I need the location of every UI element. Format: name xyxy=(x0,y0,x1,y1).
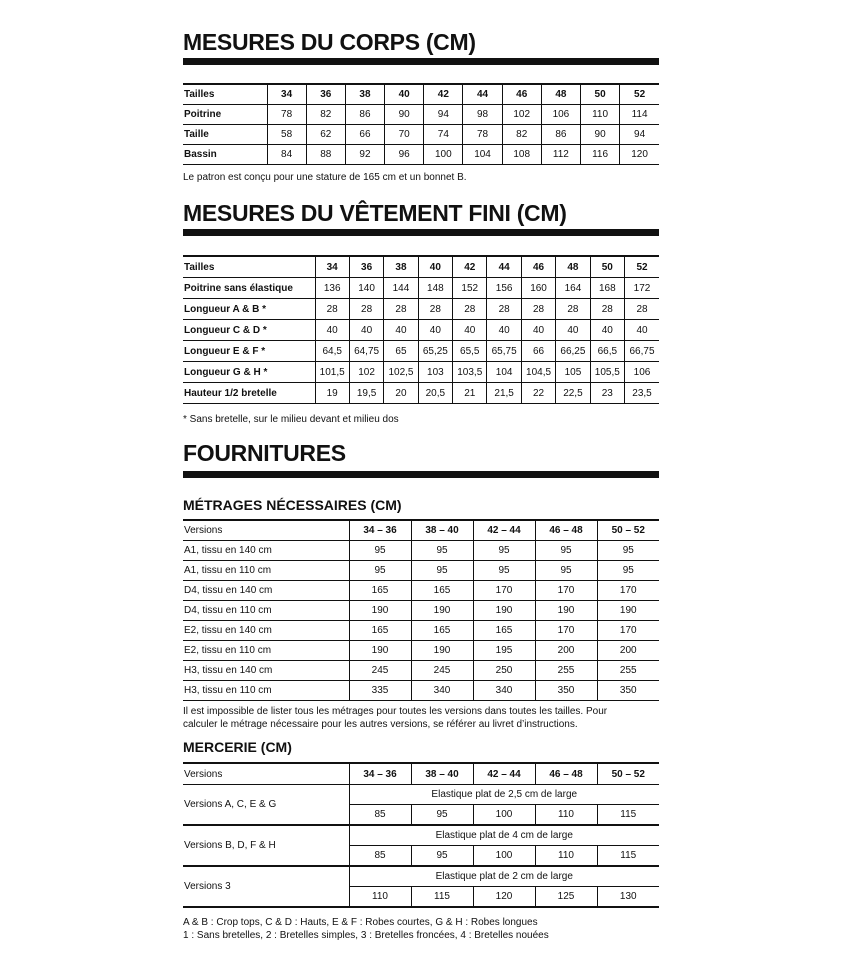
value-cell: 28 xyxy=(315,299,349,320)
header-label-cell: Versions xyxy=(183,520,349,541)
value-cell: 40 xyxy=(625,320,659,341)
value-cell: 200 xyxy=(535,641,597,661)
value-cell: 84 xyxy=(267,145,306,165)
yardage-note-line: calculer le métrage nécessaire pour les autres versions, se référer au livret d’instructions. xyxy=(183,719,578,730)
finished-measurements-title: MESURES DU VÊTEMENT FINI (CM) xyxy=(183,200,567,226)
value-cell: 65 xyxy=(384,341,418,362)
value-cell: 190 xyxy=(535,601,597,621)
value-cell: 125 xyxy=(535,887,597,908)
value-cell: 86 xyxy=(541,125,580,145)
header-size-cell: 36 xyxy=(349,256,383,278)
value-cell: 340 xyxy=(411,681,473,701)
header-size-cell: 42 – 44 xyxy=(473,520,535,541)
value-cell: 140 xyxy=(349,278,383,299)
header-size-cell: 44 xyxy=(463,84,502,105)
table-header-row xyxy=(183,763,659,785)
value-cell: 255 xyxy=(535,661,597,681)
row-label-cell: E2, tissu en 110 cm xyxy=(183,641,349,661)
header-size-cell: 50 – 52 xyxy=(597,520,659,541)
yardage-tbody xyxy=(183,520,659,701)
header-size-cell: 34 xyxy=(267,84,306,105)
table-row xyxy=(183,681,659,701)
value-cell: 22,5 xyxy=(556,383,590,404)
notion-version-label: Versions 3 xyxy=(183,866,349,907)
value-cell: 85 xyxy=(349,846,411,867)
value-cell: 105,5 xyxy=(590,362,624,383)
value-cell: 190 xyxy=(349,641,411,661)
notion-item-row xyxy=(183,866,659,887)
value-cell: 90 xyxy=(385,105,424,125)
table-row xyxy=(183,125,659,145)
value-cell: 190 xyxy=(411,601,473,621)
table-row xyxy=(183,341,659,362)
value-cell: 78 xyxy=(267,105,306,125)
value-cell: 28 xyxy=(487,299,521,320)
value-cell: 95 xyxy=(411,846,473,867)
value-cell: 170 xyxy=(535,581,597,601)
value-cell: 28 xyxy=(453,299,487,320)
value-cell: 164 xyxy=(556,278,590,299)
value-cell: 22 xyxy=(521,383,555,404)
header-size-cell: 42 – 44 xyxy=(473,763,535,785)
value-cell: 66 xyxy=(345,125,384,145)
value-cell: 255 xyxy=(597,661,659,681)
value-cell: 28 xyxy=(521,299,555,320)
value-cell: 90 xyxy=(581,125,620,145)
value-cell: 40 xyxy=(418,320,452,341)
body-measurements-note: Le patron est conçu pour une stature de 165 cm et un bonnet B. xyxy=(183,172,467,183)
value-cell: 165 xyxy=(349,621,411,641)
header-size-cell: 38 xyxy=(345,84,384,105)
header-size-cell: 38 – 40 xyxy=(411,520,473,541)
header-size-cell: 42 xyxy=(453,256,487,278)
value-cell: 85 xyxy=(349,805,411,826)
finished-measurements-tbody xyxy=(183,256,659,404)
header-size-cell: 52 xyxy=(625,256,659,278)
notion-version-label: Versions B, D, F & H xyxy=(183,825,349,866)
value-cell: 95 xyxy=(349,561,411,581)
header-size-cell: 38 – 40 xyxy=(411,763,473,785)
value-cell: 130 xyxy=(597,887,659,908)
yardage-note xyxy=(183,705,607,731)
value-cell: 20,5 xyxy=(418,383,452,404)
header-size-cell: 46 xyxy=(502,84,541,105)
value-cell: 96 xyxy=(385,145,424,165)
supplies-title: FOURNITURES xyxy=(183,440,346,466)
value-cell: 64,5 xyxy=(315,341,349,362)
value-cell: 350 xyxy=(597,681,659,701)
header-size-cell: 42 xyxy=(424,84,463,105)
header-label-cell: Tailles xyxy=(183,256,315,278)
row-label-cell: Longueur G & H * xyxy=(183,362,315,383)
value-cell: 104 xyxy=(487,362,521,383)
value-cell: 65,75 xyxy=(487,341,521,362)
value-cell: 40 xyxy=(556,320,590,341)
table-row xyxy=(183,641,659,661)
table-row xyxy=(183,105,659,125)
header-label-cell: Tailles xyxy=(183,84,267,105)
value-cell: 105 xyxy=(556,362,590,383)
value-cell: 95 xyxy=(535,561,597,581)
value-cell: 102,5 xyxy=(384,362,418,383)
table-row xyxy=(183,661,659,681)
body-measurements-tbody xyxy=(183,84,659,165)
header-size-cell: 50 – 52 xyxy=(597,763,659,785)
row-label-cell: Poitrine sans élastique xyxy=(183,278,315,299)
value-cell: 165 xyxy=(349,581,411,601)
header-size-cell: 46 – 48 xyxy=(535,520,597,541)
value-cell: 66,75 xyxy=(625,341,659,362)
value-cell: 21 xyxy=(453,383,487,404)
row-label-cell: H3, tissu en 140 cm xyxy=(183,661,349,681)
value-cell: 102 xyxy=(349,362,383,383)
yardage-note-line: Il est impossible de lister tous les métrages pour toutes les versions dans toutes les tailles. Pour xyxy=(183,706,608,717)
table-row xyxy=(183,621,659,641)
value-cell: 66,5 xyxy=(590,341,624,362)
notion-item-label: Elastique plat de 4 cm de large xyxy=(349,825,659,846)
value-cell: 190 xyxy=(473,601,535,621)
value-cell: 120 xyxy=(620,145,659,165)
row-label-cell: D4, tissu en 140 cm xyxy=(183,581,349,601)
value-cell: 108 xyxy=(502,145,541,165)
value-cell: 103,5 xyxy=(453,362,487,383)
table-row xyxy=(183,383,659,404)
value-cell: 62 xyxy=(306,125,345,145)
value-cell: 64,75 xyxy=(349,341,383,362)
value-cell: 95 xyxy=(597,561,659,581)
value-cell: 170 xyxy=(535,621,597,641)
header-size-cell: 34 – 36 xyxy=(349,763,411,785)
legend-line: 1 : Sans bretelles, 2 : Bretelles simples, 3 : Bretelles froncées, 4 : Bretelles nouées xyxy=(183,930,549,941)
table-row xyxy=(183,278,659,299)
value-cell: 170 xyxy=(473,581,535,601)
table-header-row xyxy=(183,520,659,541)
value-cell: 28 xyxy=(556,299,590,320)
value-cell: 110 xyxy=(349,887,411,908)
value-cell: 115 xyxy=(597,805,659,826)
value-cell: 65,5 xyxy=(453,341,487,362)
value-cell: 115 xyxy=(411,887,473,908)
value-cell: 98 xyxy=(463,105,502,125)
table-row xyxy=(183,581,659,601)
value-cell: 116 xyxy=(581,145,620,165)
row-label-cell: Bassin xyxy=(183,145,267,165)
title-underline-bar xyxy=(183,471,659,478)
value-cell: 28 xyxy=(384,299,418,320)
value-cell: 335 xyxy=(349,681,411,701)
value-cell: 66 xyxy=(521,341,555,362)
notion-item-label: Elastique plat de 2,5 cm de large xyxy=(349,785,659,805)
table-row xyxy=(183,601,659,621)
value-cell: 78 xyxy=(463,125,502,145)
value-cell: 101,5 xyxy=(315,362,349,383)
header-size-cell: 46 – 48 xyxy=(535,763,597,785)
value-cell: 120 xyxy=(473,887,535,908)
row-label-cell: A1, tissu en 140 cm xyxy=(183,541,349,561)
row-label-cell: Hauteur 1/2 bretelle xyxy=(183,383,315,404)
header-size-cell: 46 xyxy=(521,256,555,278)
row-label-cell: E2, tissu en 140 cm xyxy=(183,621,349,641)
value-cell: 23 xyxy=(590,383,624,404)
body-measurements-title: MESURES DU CORPS (CM) xyxy=(183,29,476,55)
value-cell: 172 xyxy=(625,278,659,299)
value-cell: 156 xyxy=(487,278,521,299)
value-cell: 94 xyxy=(424,105,463,125)
value-cell: 106 xyxy=(541,105,580,125)
table-row xyxy=(183,362,659,383)
header-size-cell: 50 xyxy=(590,256,624,278)
header-size-cell: 34 xyxy=(315,256,349,278)
value-cell: 190 xyxy=(597,601,659,621)
value-cell: 92 xyxy=(345,145,384,165)
value-cell: 28 xyxy=(625,299,659,320)
notions-table xyxy=(183,762,659,908)
value-cell: 100 xyxy=(473,846,535,867)
notion-item-row xyxy=(183,785,659,805)
value-cell: 136 xyxy=(315,278,349,299)
value-cell: 104 xyxy=(463,145,502,165)
value-cell: 115 xyxy=(597,846,659,867)
row-label-cell: Longueur C & D * xyxy=(183,320,315,341)
value-cell: 82 xyxy=(306,105,345,125)
value-cell: 110 xyxy=(535,846,597,867)
table-row xyxy=(183,561,659,581)
value-cell: 95 xyxy=(411,561,473,581)
row-label-cell: D4, tissu en 110 cm xyxy=(183,601,349,621)
header-size-cell: 48 xyxy=(556,256,590,278)
value-cell: 86 xyxy=(345,105,384,125)
header-size-cell: 50 xyxy=(581,84,620,105)
notions-title: MERCERIE (CM) xyxy=(183,739,292,755)
value-cell: 70 xyxy=(385,125,424,145)
value-cell: 23,5 xyxy=(625,383,659,404)
value-cell: 19,5 xyxy=(349,383,383,404)
row-label-cell: Poitrine xyxy=(183,105,267,125)
header-size-cell: 48 xyxy=(541,84,580,105)
row-label-cell: H3, tissu en 110 cm xyxy=(183,681,349,701)
value-cell: 95 xyxy=(535,541,597,561)
value-cell: 28 xyxy=(418,299,452,320)
value-cell: 28 xyxy=(590,299,624,320)
value-cell: 58 xyxy=(267,125,306,145)
legend-line: A & B : Crop tops, C & D : Hauts, E & F : Robes courtes, G & H : Robes longues xyxy=(183,917,538,928)
value-cell: 19 xyxy=(315,383,349,404)
notion-version-label: Versions A, C, E & G xyxy=(183,785,349,826)
value-cell: 100 xyxy=(424,145,463,165)
row-label-cell: Taille xyxy=(183,125,267,145)
value-cell: 40 xyxy=(315,320,349,341)
value-cell: 190 xyxy=(349,601,411,621)
value-cell: 95 xyxy=(597,541,659,561)
value-cell: 106 xyxy=(625,362,659,383)
table-row xyxy=(183,145,659,165)
value-cell: 40 xyxy=(487,320,521,341)
value-cell: 152 xyxy=(453,278,487,299)
title-underline-bar xyxy=(183,229,659,236)
row-label-cell: A1, tissu en 110 cm xyxy=(183,561,349,581)
value-cell: 104,5 xyxy=(521,362,555,383)
value-cell: 66,25 xyxy=(556,341,590,362)
value-cell: 165 xyxy=(411,581,473,601)
header-size-cell: 40 xyxy=(385,84,424,105)
yardage-table xyxy=(183,519,659,701)
body-measurements-table xyxy=(183,83,659,165)
value-cell: 103 xyxy=(418,362,452,383)
finished-measurements-table xyxy=(183,255,659,404)
value-cell: 95 xyxy=(411,805,473,826)
value-cell: 165 xyxy=(473,621,535,641)
notion-item-label: Elastique plat de 2 cm de large xyxy=(349,866,659,887)
value-cell: 148 xyxy=(418,278,452,299)
value-cell: 40 xyxy=(453,320,487,341)
value-cell: 95 xyxy=(473,541,535,561)
value-cell: 95 xyxy=(349,541,411,561)
value-cell: 40 xyxy=(521,320,555,341)
value-cell: 20 xyxy=(384,383,418,404)
value-cell: 110 xyxy=(581,105,620,125)
value-cell: 170 xyxy=(597,621,659,641)
value-cell: 245 xyxy=(349,661,411,681)
value-cell: 94 xyxy=(620,125,659,145)
value-cell: 110 xyxy=(535,805,597,826)
value-cell: 340 xyxy=(473,681,535,701)
value-cell: 102 xyxy=(502,105,541,125)
value-cell: 82 xyxy=(502,125,541,145)
value-cell: 168 xyxy=(590,278,624,299)
table-header-row xyxy=(183,84,659,105)
value-cell: 40 xyxy=(590,320,624,341)
value-cell: 74 xyxy=(424,125,463,145)
value-cell: 245 xyxy=(411,661,473,681)
value-cell: 250 xyxy=(473,661,535,681)
header-size-cell: 40 xyxy=(418,256,452,278)
value-cell: 40 xyxy=(349,320,383,341)
finished-measurements-note: * Sans bretelle, sur le milieu devant et milieu dos xyxy=(183,414,399,425)
value-cell: 170 xyxy=(597,581,659,601)
header-size-cell: 36 xyxy=(306,84,345,105)
table-row xyxy=(183,299,659,320)
header-label-cell: Versions xyxy=(183,763,349,785)
value-cell: 95 xyxy=(473,561,535,581)
value-cell: 114 xyxy=(620,105,659,125)
header-size-cell: 38 xyxy=(384,256,418,278)
notion-item-row xyxy=(183,825,659,846)
value-cell: 95 xyxy=(411,541,473,561)
value-cell: 195 xyxy=(473,641,535,661)
table-row xyxy=(183,320,659,341)
notions-tbody xyxy=(183,763,659,907)
value-cell: 144 xyxy=(384,278,418,299)
table-header-row xyxy=(183,256,659,278)
value-cell: 100 xyxy=(473,805,535,826)
value-cell: 200 xyxy=(597,641,659,661)
value-cell: 160 xyxy=(521,278,555,299)
header-size-cell: 34 – 36 xyxy=(349,520,411,541)
header-size-cell: 44 xyxy=(487,256,521,278)
value-cell: 88 xyxy=(306,145,345,165)
yardage-title: MÉTRAGES NÉCESSAIRES (CM) xyxy=(183,497,402,513)
value-cell: 21,5 xyxy=(487,383,521,404)
value-cell: 165 xyxy=(411,621,473,641)
table-row xyxy=(183,541,659,561)
header-size-cell: 52 xyxy=(620,84,659,105)
value-cell: 350 xyxy=(535,681,597,701)
legend xyxy=(183,916,549,942)
value-cell: 28 xyxy=(349,299,383,320)
row-label-cell: Longueur A & B * xyxy=(183,299,315,320)
value-cell: 65,25 xyxy=(418,341,452,362)
value-cell: 190 xyxy=(411,641,473,661)
value-cell: 112 xyxy=(541,145,580,165)
row-label-cell: Longueur E & F * xyxy=(183,341,315,362)
value-cell: 40 xyxy=(384,320,418,341)
title-underline-bar xyxy=(183,58,659,65)
